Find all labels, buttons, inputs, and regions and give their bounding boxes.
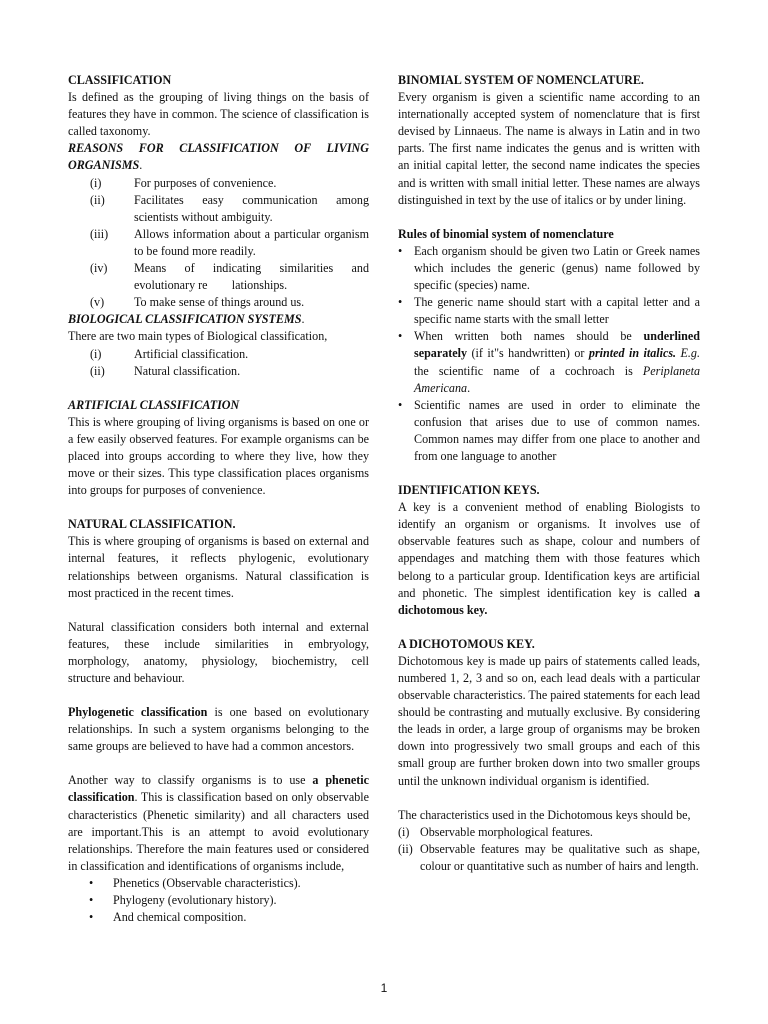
phenetic-paragraph xyxy=(68,772,369,875)
systems-heading-suffix: . xyxy=(301,312,305,327)
list-item xyxy=(68,175,369,192)
dichotomous-heading: A DICHOTOMOUS KEY. xyxy=(398,636,535,651)
features-list xyxy=(68,875,369,926)
list-item: • And chemical composition. xyxy=(113,909,369,926)
list-item-number: (i) xyxy=(90,346,102,361)
binomial-text: Every organism is given a scientific name according to an internationally accepted system of nomenclature that is first devised by Linnaeus. The name is always in Latin and in two parts. The first name indicates the genus and is written with an initial capital letter, the second name indicates the species and is written with small initial letter. These names are always distinguished in text by the use of italics or by under lining. xyxy=(398,90,700,207)
binomial-heading: BINOMIAL SYSTEM OF NOMENCLATURE. xyxy=(398,73,644,87)
list-item xyxy=(68,294,369,311)
list-item: • Phenetics (Observable characteristics). xyxy=(113,875,369,892)
list-item-number: (ii) xyxy=(90,363,105,378)
systems-heading xyxy=(68,311,369,328)
phylogenetic-paragraph xyxy=(68,704,369,755)
systems-intro: There are two main types of Biological classification, xyxy=(68,329,328,344)
classification-definition: Is defined as the grouping of living things on the basis of features they have in common. The science of classification is called taxonomy. xyxy=(68,90,369,139)
systems-heading-text: BIOLOGICAL CLASSIFICATION SYSTEMS xyxy=(68,312,302,327)
keys-heading: IDENTIFICATION KEYS. xyxy=(398,483,540,498)
list-item-number: (iv) xyxy=(90,261,108,276)
natural-heading: NATURAL CLASSIFICATION. xyxy=(68,517,236,532)
rule-3-end: . xyxy=(467,380,471,395)
rule-3-eg: E.g. xyxy=(680,346,700,361)
list-item-text: Observable morphological features. xyxy=(420,824,593,839)
dichotomous-intro: The characteristics used in the Dichotomous keys should be, xyxy=(398,807,691,822)
list-item: • Phylogeny (evolutionary history). xyxy=(113,892,369,909)
list-item xyxy=(68,346,369,363)
list-item: • The generic name should start with a capital letter and a specific name starts with the small letter xyxy=(414,294,700,328)
list-item-number: (ii) xyxy=(90,192,105,207)
page-number: 1 xyxy=(380,981,388,995)
rule-3-text: the scientific name of a cochroach is xyxy=(414,363,643,378)
rule-3-italics: printed in italics. xyxy=(588,346,677,361)
list-item xyxy=(414,328,700,396)
list-item-number: (ii) xyxy=(398,841,413,856)
list-item-text: Facilitates easy communication among scientists without ambiguity. xyxy=(134,192,369,224)
keys-paragraph xyxy=(398,499,700,619)
keys-text: A key is a convenient method of enabling Biologists to identify an organism or organisms. It involves use of observable features such as shape, colour and numbers of appendages and matching them with those features which belong to a particular group. Identification keys are artificial and phonetic. The simplest identification key is called xyxy=(398,500,700,600)
natural-text-2: Natural classification considers both internal and external features, these include similarities in embryology, morphology, anatomy, physiology, biochemistry, cell structure and behaviour. xyxy=(68,619,369,685)
rules-list xyxy=(398,243,700,465)
list-item-text: To make sense of things around us. xyxy=(134,295,305,310)
phylogenetic-text: is one based on evolutionary relationships. In such a system organisms belonging to the same groups are believed to have had a common ancestors. xyxy=(68,705,369,754)
list-item-text: Means of indicating similarities and evolutionary re lationships. xyxy=(134,261,373,293)
natural-text-1: This is where grouping of organisms is based on external and internal features, it reflects phylogenic, evolutionary relationships between organisms. Natural classification is most practiced in the recent times. xyxy=(68,534,369,600)
list-item-text: Natural classification. xyxy=(134,363,241,378)
characteristics-list xyxy=(398,824,700,875)
rule-3-pre: When written both names should be xyxy=(414,329,644,344)
right-column xyxy=(398,72,700,875)
list-item-number: (i) xyxy=(90,175,102,190)
list-item xyxy=(68,226,369,260)
list-item-number: (iii) xyxy=(90,226,109,241)
list-item xyxy=(398,841,700,875)
list-item xyxy=(68,363,369,380)
phylogenetic-term: Phylogenetic classification xyxy=(68,705,208,720)
reasons-heading-text: REASONS FOR CLASSIFICATION OF LIVING ORGANISMS xyxy=(68,141,369,173)
dichotomous-text: Dichotomous key is made up pairs of statements called leads, numbered 1, 2, 3 and so on, each lead deals with a particular observable characteristics. The paired statements for each lead should be contrasting and mutually exclusive. By considering the leads in order, a large group of organisms may be broken down into progressively two small groups and each of this small group are further broken down into two smaller groups until the unknown individual organism is identified. xyxy=(398,653,700,788)
rule-3-underlined: underlined separately xyxy=(414,329,700,361)
rule-3-species: Periplaneta Americana xyxy=(414,363,700,395)
classification-heading: CLASSIFICATION xyxy=(68,73,172,87)
left-column xyxy=(68,72,373,926)
rules-heading: Rules of binomial system of nomenclature xyxy=(398,226,614,241)
list-item-text: For purposes of convenience. xyxy=(134,175,277,190)
rule-3-mid: (if it"s handwritten) or xyxy=(467,346,589,361)
reasons-heading xyxy=(68,140,369,174)
keys-term: a dichotomous key. xyxy=(398,585,700,617)
phenetic-term: a phenetic classification xyxy=(68,773,370,805)
list-item-number: (v) xyxy=(90,295,105,310)
phenetic-text: . This is classification based on only observable characteristics (Phenetic similarity) and all characters used are important.This is an attempt to avoid evolutionary relationships. Therefore the main features used or considered in classification and identifications of organisms include, xyxy=(68,790,369,873)
list-item: • Scientific names are used in order to eliminate the confusion that arises due to use of common names. Common names may differ from one place to another and from one language to another xyxy=(414,397,700,465)
systems-list xyxy=(68,346,369,380)
list-item-text: Artificial classification. xyxy=(134,346,249,361)
list-item xyxy=(398,824,700,841)
list-item-number: (i) xyxy=(398,824,410,839)
list-item-text: Observable features may be qualitative such as shape, colour or quantitative such as number of hairs and length. xyxy=(420,841,700,873)
list-item xyxy=(68,260,373,294)
list-item xyxy=(68,192,369,226)
artificial-heading: ARTIFICIAL CLASSIFICATION xyxy=(68,397,240,412)
reasons-heading-suffix: . xyxy=(139,158,143,173)
list-item-text: Allows information about a particular organism to be found more readily. xyxy=(134,226,369,258)
artificial-text: This is where grouping of living organisms is based on one or a few easily observed features. For example organisms can be placed into groups according to where they live, how they move or their sizes. This type classification places organisms into groups for purposes of convenience. xyxy=(68,414,369,498)
list-item: • Each organism should be given two Latin or Greek names which includes the generic (genus) name followed by specific (species) name. xyxy=(414,243,700,294)
reasons-list xyxy=(68,175,373,312)
phenetic-pre: Another way to classify organisms is to use xyxy=(68,773,313,788)
